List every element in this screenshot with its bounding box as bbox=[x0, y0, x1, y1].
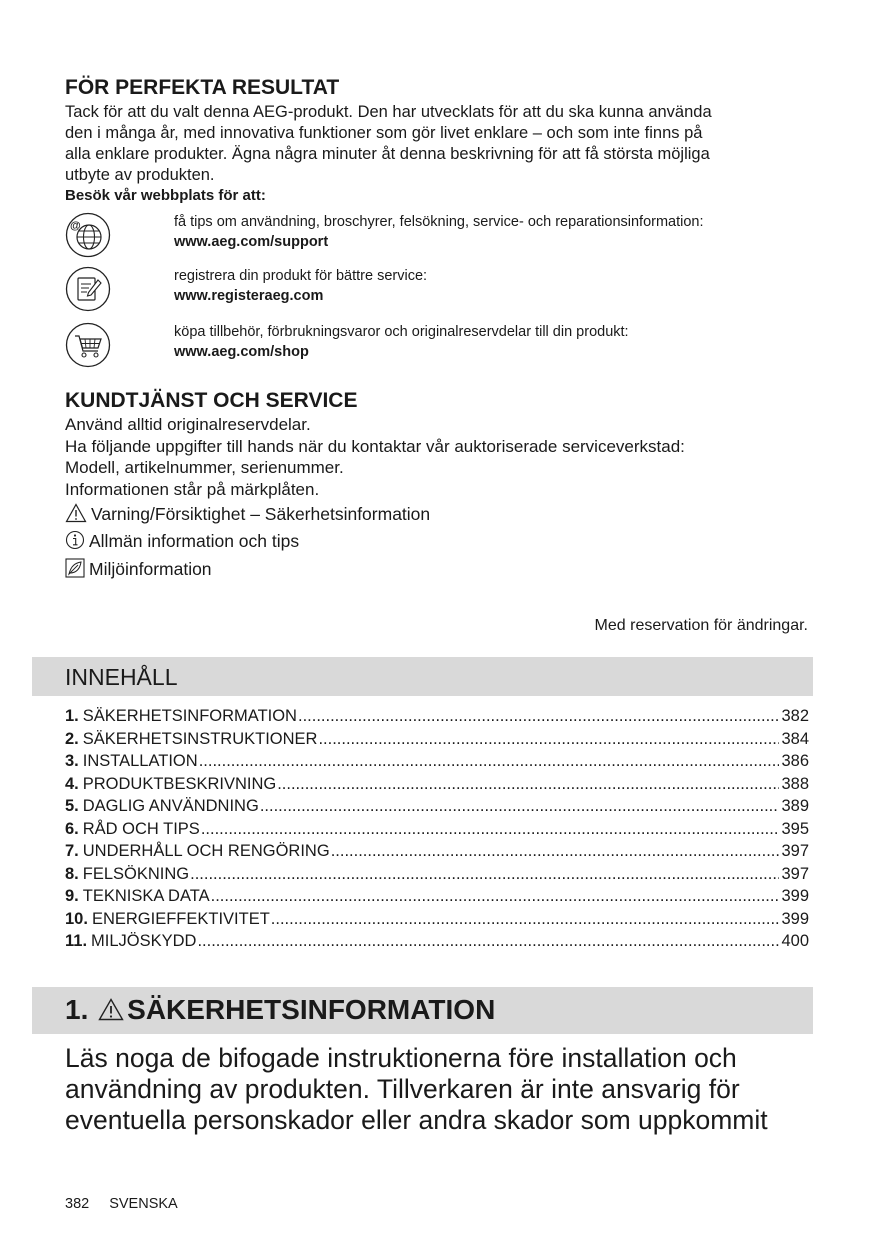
toc-item[interactable] bbox=[65, 910, 809, 933]
language-label: SVENSKA bbox=[109, 1196, 178, 1212]
section1-line: eventuella personskador eller andra skador som uppkommit bbox=[65, 1105, 768, 1135]
toc-page: 397 bbox=[781, 842, 809, 860]
register-document-icon bbox=[65, 266, 111, 312]
toc-label: MILJÖSKYDD bbox=[91, 932, 197, 950]
svg-text:@: @ bbox=[70, 220, 81, 232]
toc-label: PRODUKTBESKRIVNING bbox=[82, 774, 277, 793]
section1-heading bbox=[65, 987, 495, 1033]
toc-page: 400 bbox=[781, 932, 809, 950]
section1-band bbox=[32, 987, 813, 1034]
shop-link-url[interactable]: www.aeg.com/shop bbox=[174, 344, 309, 360]
legend-warning bbox=[65, 503, 430, 525]
toc-leader bbox=[318, 730, 779, 749]
toc-item[interactable] bbox=[65, 752, 809, 775]
toc-item[interactable] bbox=[65, 797, 809, 820]
contents-heading: INNEHÅLL bbox=[65, 664, 178, 690]
toc-item[interactable] bbox=[65, 707, 809, 730]
results-intro-line: alla enklare produkter. Ägna några minuter åt denna beskrivning för att få största möjliga bbox=[65, 145, 710, 163]
toc-label: RÅD OCH TIPS bbox=[82, 819, 200, 838]
toc-page: 389 bbox=[781, 797, 809, 815]
globe-icon bbox=[65, 212, 111, 258]
toc-item[interactable] bbox=[65, 932, 809, 955]
register-link-text: registrera din produkt för bättre service: bbox=[174, 268, 428, 284]
warning-triangle-icon bbox=[98, 998, 124, 1021]
support-link-row bbox=[65, 212, 805, 262]
toc-label: TEKNISKA DATA bbox=[82, 887, 210, 905]
results-heading: FÖR PERFEKTA RESULTAT bbox=[65, 76, 340, 99]
toc-number: 10. bbox=[65, 909, 88, 928]
toc-item[interactable] bbox=[65, 820, 809, 843]
toc-number: 8. bbox=[65, 864, 79, 883]
results-intro-line: den i många år, med innovativa funktioner som gör livet enklare – och som inte finns på bbox=[65, 124, 703, 142]
toc-item[interactable] bbox=[65, 887, 809, 910]
toc-leader bbox=[199, 752, 780, 771]
toc-label: DAGLIG ANVÄNDNING bbox=[82, 797, 259, 815]
legend-info-text: Allmän information och tips bbox=[89, 531, 300, 551]
toc-page: 382 bbox=[781, 707, 809, 725]
toc-leader bbox=[298, 707, 779, 726]
results-intro bbox=[65, 102, 815, 186]
toc-number: 1. bbox=[65, 707, 79, 725]
toc-item[interactable] bbox=[65, 842, 809, 865]
toc-number: 4. bbox=[65, 774, 79, 793]
toc-page: 386 bbox=[781, 752, 809, 770]
toc-page: 399 bbox=[781, 909, 809, 928]
toc-number: 11. bbox=[65, 932, 88, 950]
service-heading: KUNDTJÄNST OCH SERVICE bbox=[65, 389, 358, 412]
legend-environment bbox=[65, 558, 212, 580]
contents-band bbox=[32, 657, 813, 696]
toc-label: SÄKERHETSINFORMATION bbox=[82, 707, 297, 725]
toc-label: ENERGIEFFEKTIVITET bbox=[91, 909, 270, 928]
page-footer bbox=[65, 1196, 198, 1212]
toc-item[interactable] bbox=[65, 865, 809, 888]
reservation-note: Med reservation för ändringar. bbox=[594, 617, 808, 634]
toc-page: 384 bbox=[781, 729, 809, 748]
section1-line: användning av produkten. Tillverkaren är inte ansvarig för bbox=[65, 1074, 740, 1104]
toc-label: FELSÖKNING bbox=[82, 864, 190, 883]
legend-environment-text: Miljöinformation bbox=[89, 559, 212, 579]
toc-leader bbox=[277, 775, 779, 794]
toc-number: 3. bbox=[65, 752, 79, 770]
support-link-text: få tips om användning, broschyrer, felsökning, service- och reparationsinformation: bbox=[174, 214, 704, 230]
section1-number: 1. bbox=[65, 994, 89, 1025]
toc-leader bbox=[201, 820, 780, 839]
toc-number: 7. bbox=[65, 842, 79, 860]
toc-page: 399 bbox=[781, 887, 809, 905]
toc-item[interactable] bbox=[65, 775, 809, 798]
section1-title: SÄKERHETSINFORMATION bbox=[127, 994, 496, 1025]
toc-leader bbox=[197, 932, 779, 951]
toc-leader bbox=[190, 865, 779, 884]
toc-leader bbox=[211, 887, 780, 906]
legend-info bbox=[65, 530, 299, 552]
info-circle-icon bbox=[65, 530, 85, 550]
service-line: Informationen står på märkplåten. bbox=[65, 479, 320, 499]
shopping-cart-icon bbox=[65, 322, 111, 368]
toc-page: 395 bbox=[781, 819, 809, 838]
service-line: Ha följande uppgifter till hands när du kontaktar vår auktoriserade serviceverkstad: bbox=[65, 436, 685, 456]
page-number: 382 bbox=[65, 1196, 90, 1212]
section1-intro bbox=[65, 1043, 825, 1136]
toc-number: 2. bbox=[65, 729, 79, 748]
service-intro bbox=[65, 414, 815, 500]
toc-page: 388 bbox=[781, 774, 809, 793]
toc-label: INSTALLATION bbox=[82, 752, 198, 770]
support-link-url[interactable]: www.aeg.com/support bbox=[174, 234, 329, 250]
toc-label: UNDERHÅLL OCH RENGÖRING bbox=[82, 842, 330, 860]
leaf-icon bbox=[65, 558, 85, 578]
service-line: Modell, artikelnummer, serienummer. bbox=[65, 458, 344, 477]
toc-leader bbox=[260, 797, 780, 816]
shop-link-row bbox=[65, 322, 805, 372]
register-link-row bbox=[65, 266, 805, 316]
results-intro-line: Tack för att du valt denna AEG-produkt. Den har utvecklats för att du ska kunna använda bbox=[65, 103, 712, 121]
shop-link-text: köpa tillbehör, förbrukningsvaror och originalreservdelar till din produkt: bbox=[174, 324, 629, 340]
toc-number: 9. bbox=[65, 887, 79, 905]
warning-triangle-icon bbox=[65, 503, 87, 523]
table-of-contents bbox=[65, 707, 809, 955]
service-line: Använd alltid originalreservdelar. bbox=[65, 415, 311, 434]
toc-page: 397 bbox=[781, 864, 809, 883]
section1-line: Läs noga de bifogade instruktionerna före installation och bbox=[65, 1043, 737, 1073]
toc-leader bbox=[331, 842, 780, 861]
register-link-url[interactable]: www.registeraeg.com bbox=[174, 288, 324, 304]
toc-leader bbox=[271, 910, 780, 929]
legend-warning-text: Varning/Försiktighet – Säkerhetsinformation bbox=[91, 504, 431, 524]
toc-number: 5. bbox=[65, 797, 79, 815]
results-intro-line: utbyte av produkten. bbox=[65, 166, 215, 184]
toc-label: SÄKERHETSINSTRUKTIONER bbox=[82, 729, 318, 748]
visit-label: Besök vår webbplats för att: bbox=[65, 187, 266, 204]
toc-number: 6. bbox=[65, 819, 79, 838]
toc-item[interactable] bbox=[65, 730, 809, 753]
